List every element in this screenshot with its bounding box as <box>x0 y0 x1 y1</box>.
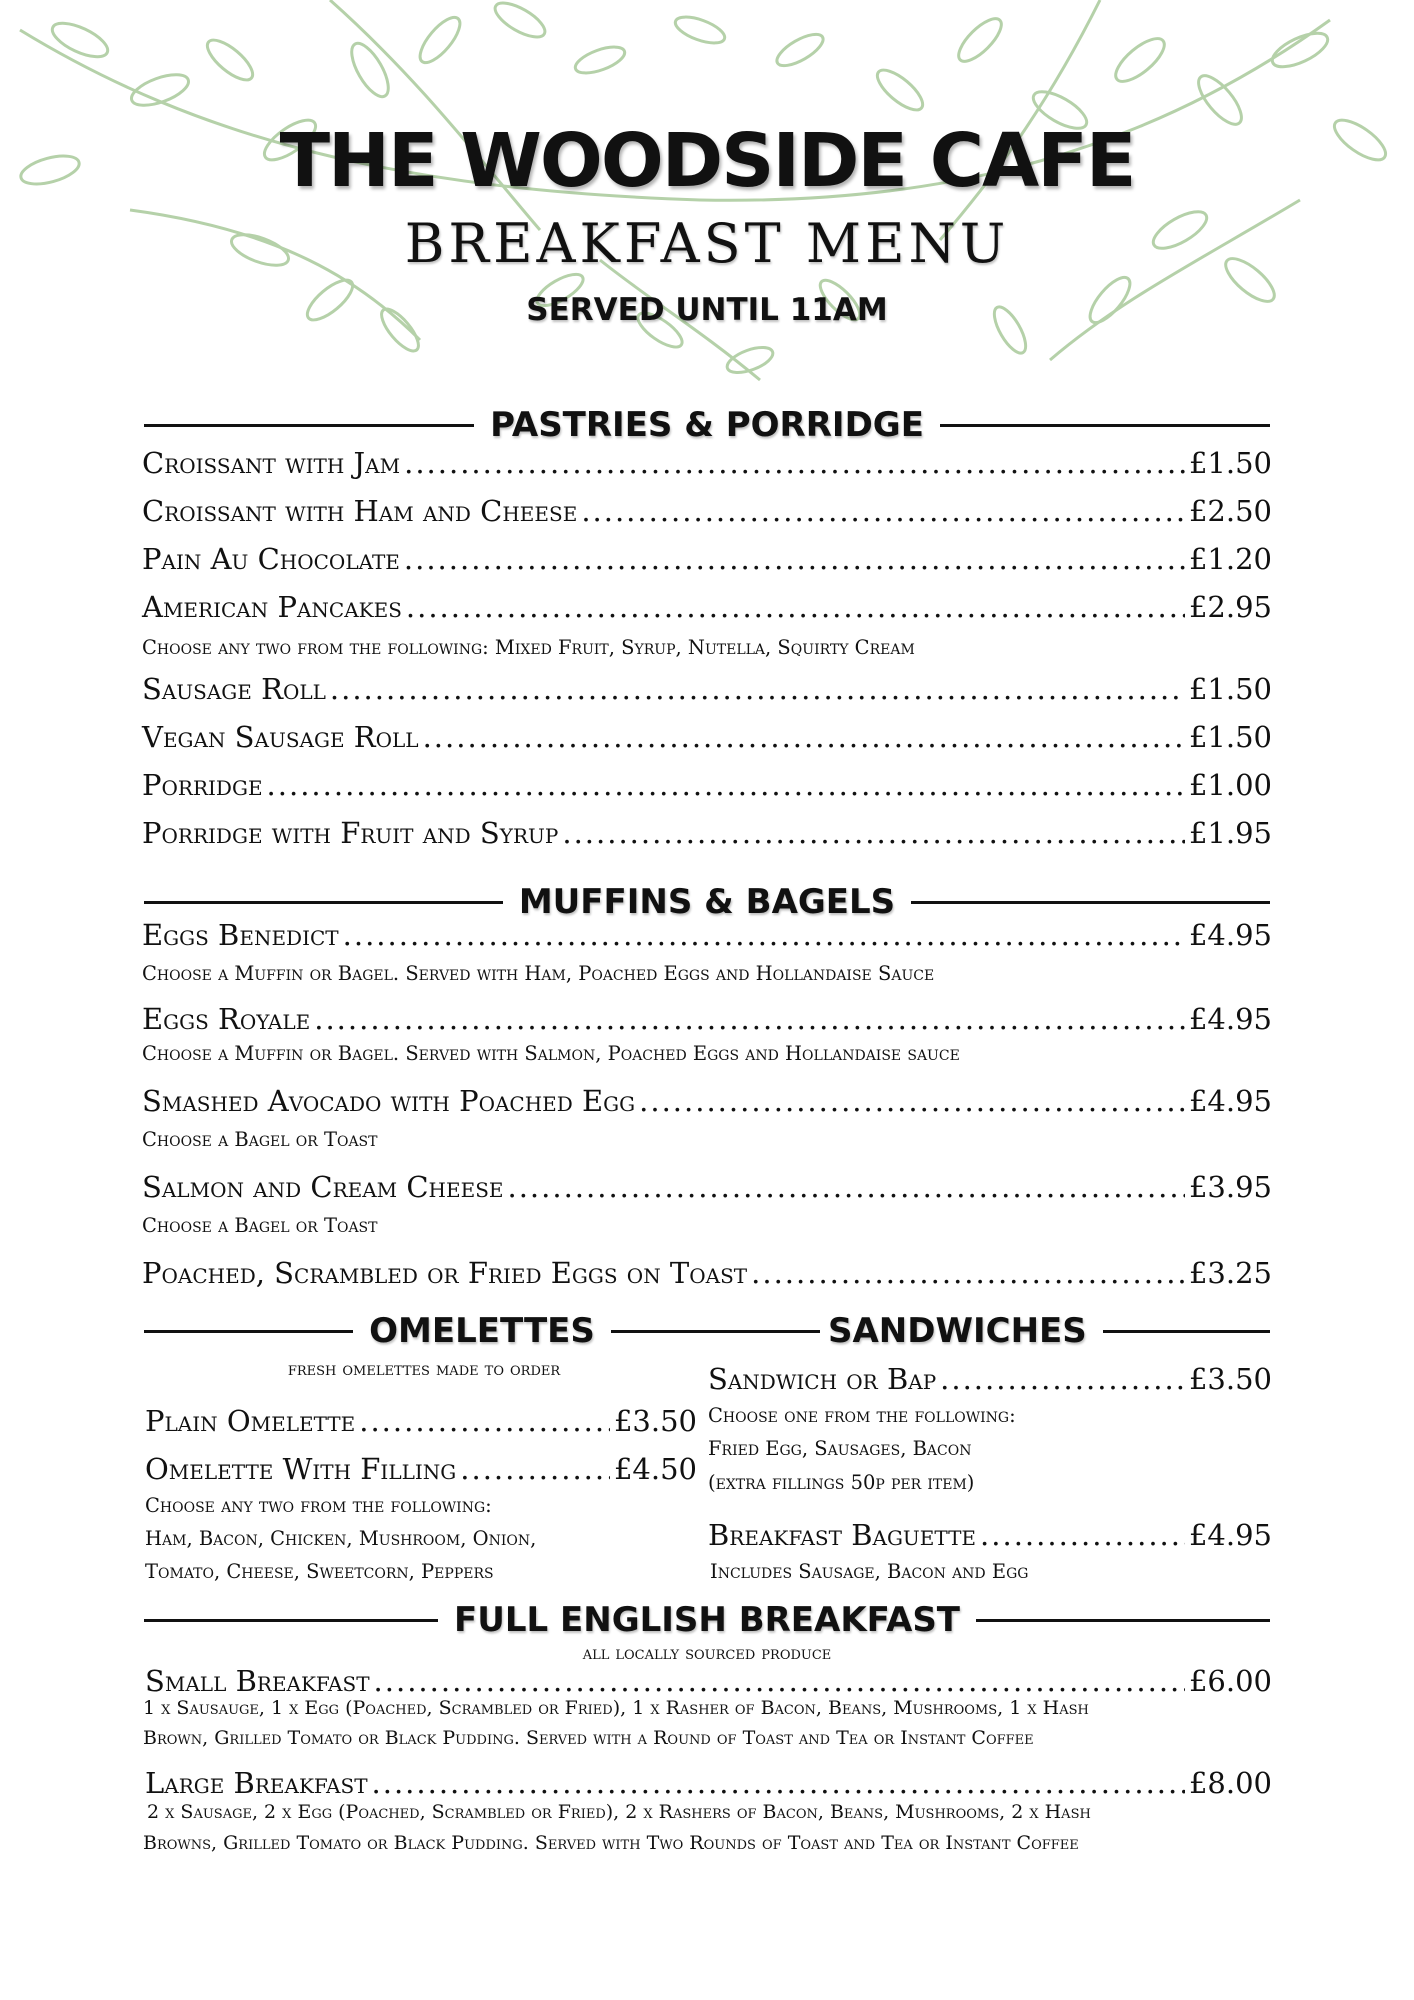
item-price: £1.50 <box>1188 720 1272 754</box>
item-description: 1 x Sausauge, 1 x Egg (Poached, Scrambled or Fried), 1 x Rasher of Bacon, Beans, Mushrooms, 1 x Hash <box>143 1697 1089 1719</box>
menu-item <box>142 542 1272 576</box>
item-name: Smashed Avocado with Poached Egg <box>142 1084 636 1118</box>
item-name: Sandwich or Bap <box>708 1362 937 1396</box>
item-description: Choose a Muffin or Bagel. Served with Salmon, Poached Eggs and Hollandaise sauce <box>142 1042 960 1065</box>
item-description: 2 x Sausage, 2 x Egg (Poached, Scrambled or Fried), 2 x Rashers of Bacon, Beans, Mushrooms, 2 x Hash <box>147 1801 1091 1823</box>
menu-item <box>142 1002 1272 1036</box>
menu-item <box>708 1518 1272 1552</box>
section-pastries-porridge <box>144 405 1270 445</box>
item-price: £3.50 <box>613 1404 697 1438</box>
item-name: Croissant with Ham and Cheese <box>142 494 578 528</box>
menu-item <box>142 446 1272 480</box>
menu-item <box>142 590 1272 624</box>
item-price: £2.50 <box>1188 494 1272 528</box>
item-description: Fried Egg, Sausages, Bacon <box>708 1437 972 1460</box>
item-description: (extra fillings 50p per item) <box>708 1471 975 1494</box>
item-description: Browns, Grilled Tomato or Black Pudding. Served with Two Rounds of Toast and Tea or Instant Coffee <box>143 1832 1079 1854</box>
item-price: £1.50 <box>1188 672 1272 706</box>
item-name: Pain Au Chocolate <box>142 542 400 576</box>
served-until: SERVED UNTIL 11AM <box>526 292 888 328</box>
item-description: Choose any two from the following: Mixed Fruit, Syrup, Nutella, Squirty Cream <box>142 636 915 659</box>
menu-item <box>142 1084 1272 1118</box>
section-title: MUFFINS & BAGELS <box>518 882 896 922</box>
item-description: Choose any two from the following: <box>145 1494 492 1517</box>
item-name: Omelette With Filling <box>145 1452 457 1486</box>
item-price: £3.25 <box>1188 1256 1272 1290</box>
menu-item <box>142 918 1272 952</box>
menu-item <box>145 1664 1272 1698</box>
menu-item <box>142 768 1272 802</box>
section-omelettes <box>144 1311 820 1351</box>
item-price: £4.95 <box>1188 1002 1272 1036</box>
item-description: Includes Sausage, Bacon and Egg <box>710 1560 1029 1583</box>
section-title: SANDWICHES <box>828 1311 1087 1351</box>
item-name: Salmon and Cream Cheese <box>142 1170 504 1204</box>
item-price: £4.95 <box>1188 1518 1272 1552</box>
item-name: Sausage Roll <box>142 672 326 706</box>
item-name: Large Breakfast <box>145 1766 368 1800</box>
item-price: £4.50 <box>613 1452 697 1486</box>
cafe-title: THE WOODSIDE CAFE <box>279 118 1135 204</box>
menu-item <box>708 1362 1272 1396</box>
item-name: American Pancakes <box>142 590 402 624</box>
item-price: £1.95 <box>1188 816 1272 850</box>
item-price: £6.00 <box>1188 1664 1272 1698</box>
section-title: FULL ENGLISH BREAKFAST <box>454 1600 960 1640</box>
menu-item <box>142 720 1272 754</box>
item-name: Eggs Benedict <box>142 918 339 952</box>
item-name: Vegan Sausage Roll <box>142 720 419 754</box>
item-price: £1.00 <box>1188 768 1272 802</box>
section-muffins-bagels <box>144 882 1270 922</box>
item-name: Porridge with Fruit and Syrup <box>142 816 559 850</box>
item-price: £1.20 <box>1188 542 1272 576</box>
menu-item <box>142 672 1272 706</box>
item-price: £2.95 <box>1188 590 1272 624</box>
item-price: £3.95 <box>1188 1170 1272 1204</box>
item-name: Breakfast Baguette <box>708 1518 977 1552</box>
item-description: Choose a Bagel or Toast <box>142 1214 378 1237</box>
item-name: Porridge <box>142 768 263 802</box>
item-name: Croissant with Jam <box>142 446 401 480</box>
menu-item <box>142 1170 1272 1204</box>
menu-item <box>145 1404 697 1438</box>
item-description: Brown, Grilled Tomato or Black Pudding. Served with a Round of Toast and Tea or Instant Coffee <box>143 1727 1034 1749</box>
item-name: Small Breakfast <box>145 1664 370 1698</box>
item-description: Choose a Bagel or Toast <box>142 1128 378 1151</box>
item-description: Choose a Muffin or Bagel. Served with Ham, Poached Eggs and Hollandaise Sauce <box>142 962 935 985</box>
menu-item <box>142 494 1272 528</box>
item-description: Tomato, Cheese, Sweetcorn, Peppers <box>145 1560 494 1583</box>
item-name: Eggs Royale <box>142 1002 311 1036</box>
menu-item <box>142 1256 1272 1290</box>
item-price: £1.50 <box>1188 446 1272 480</box>
item-description: Choose one from the following: <box>708 1404 1016 1427</box>
item-price: £4.95 <box>1188 918 1272 952</box>
item-description: Ham, Bacon, Chicken, Mushroom, Onion, <box>145 1527 537 1550</box>
item-price: £3.50 <box>1188 1362 1272 1396</box>
menu-item <box>145 1766 1272 1800</box>
item-name: Plain Omelette <box>145 1404 356 1438</box>
section-title: PASTRIES & PORRIDGE <box>490 405 924 445</box>
menu-item <box>145 1452 697 1486</box>
section-sandwiches <box>820 1311 1270 1351</box>
menu-subtitle: BREAKFAST MENU <box>404 212 1010 275</box>
section-title: OMELETTES <box>369 1311 595 1351</box>
item-name: Poached, Scrambled or Fried Eggs on Toast <box>142 1256 748 1290</box>
item-price: £8.00 <box>1188 1766 1272 1800</box>
section-full-english <box>144 1600 1270 1640</box>
section-subtitle: all locally sourced produce <box>582 1642 832 1664</box>
section-subtitle: fresh omelettes made to order <box>287 1358 561 1380</box>
menu-item <box>142 816 1272 850</box>
item-price: £4.95 <box>1188 1084 1272 1118</box>
